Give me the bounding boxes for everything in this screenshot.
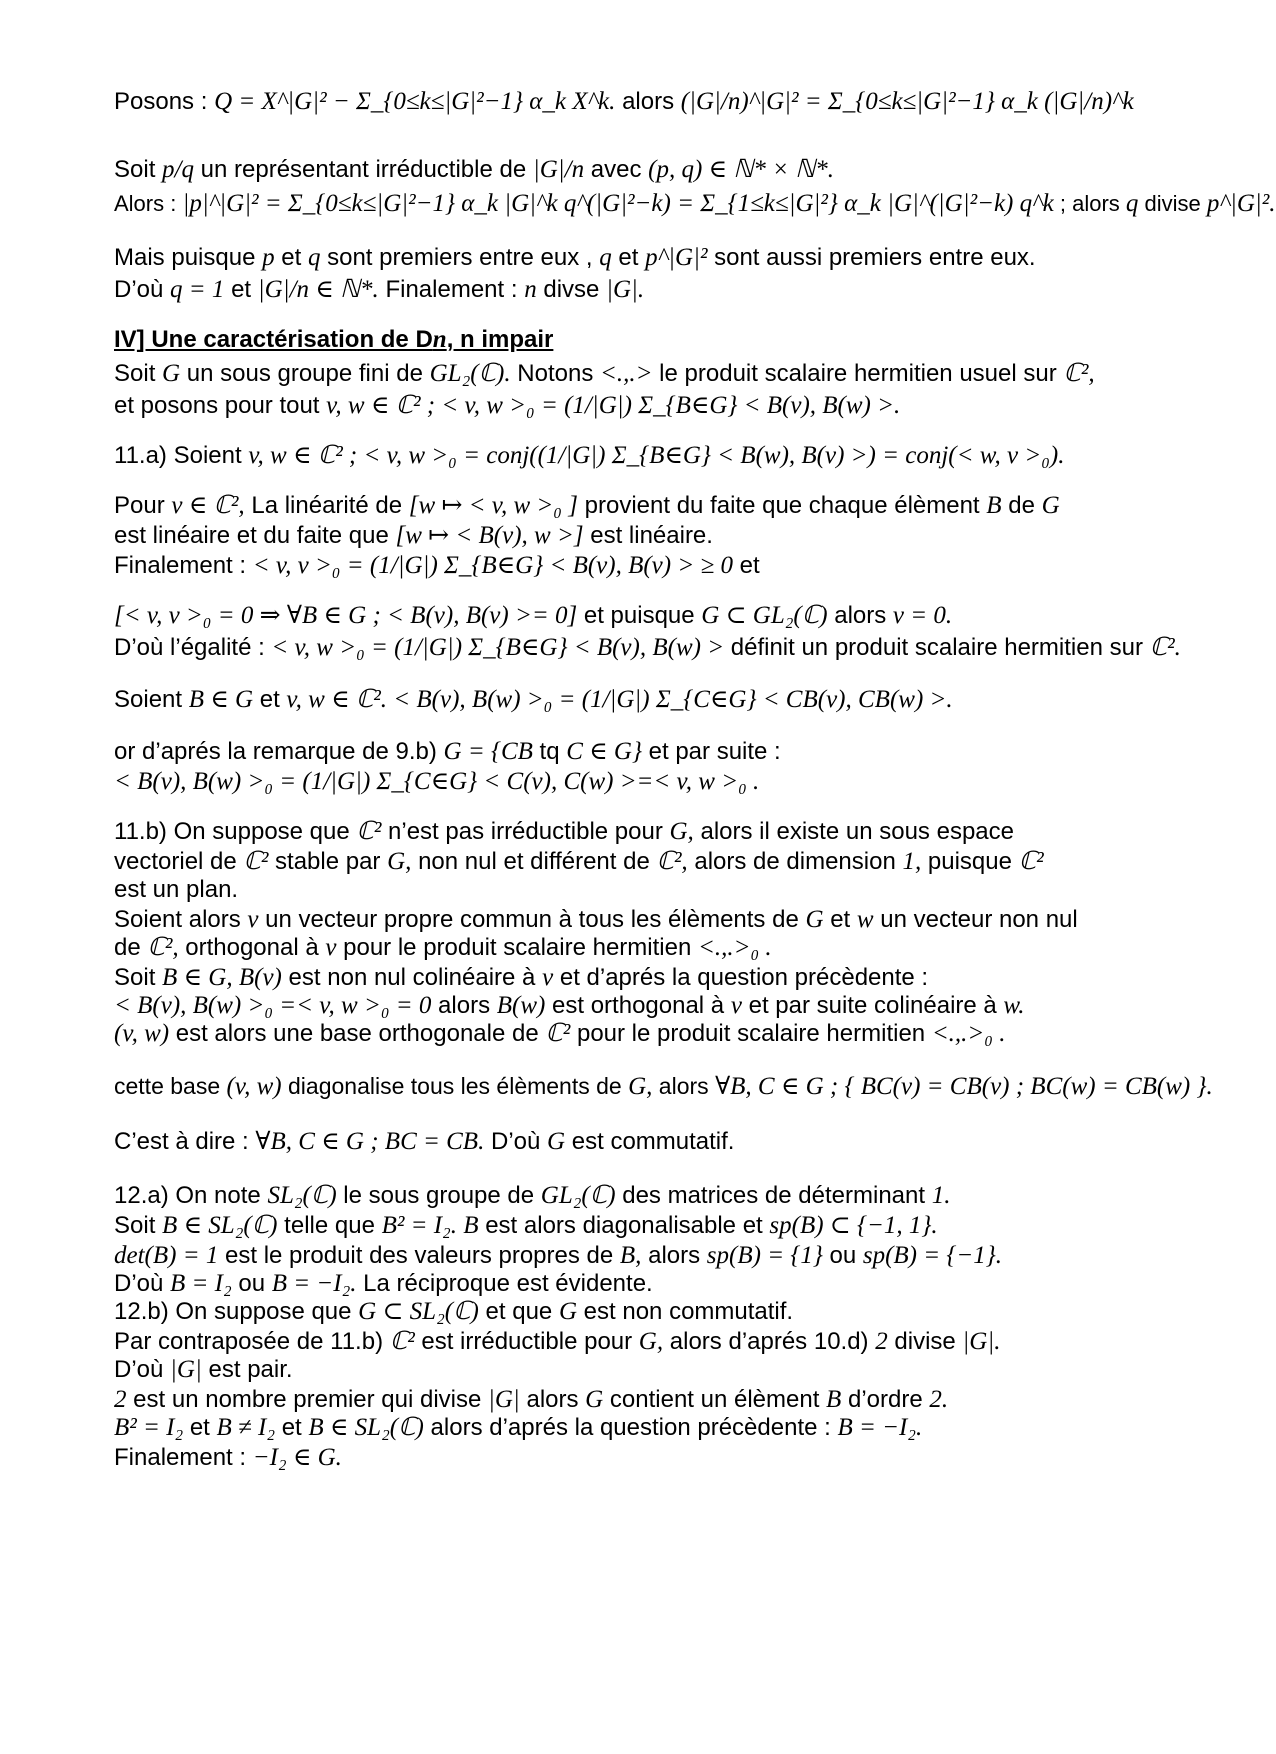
math-expression: G ⊂ GL₂(ℂ) [701,602,828,629]
math-expression: p^|G|². [1206,190,1276,217]
text-segment: alors [641,1242,707,1269]
text-segment: La réciproque est évidente. [356,1270,653,1297]
math-expression: v [730,992,742,1019]
text-segment: Posons : [114,88,215,115]
text-segment: et [823,906,857,933]
text-segment: divise [1138,191,1207,216]
math-expression: G = {CB [443,738,533,765]
math-expression: SL₂(ℂ) [267,1182,337,1209]
math-expression: v, w ∈ ℂ² ; < v, w >₀ = (1/|G|) Σ_{B∈G} < B(v), B(w) >. [326,392,901,419]
math-expression: (|G|/n)^|G|² = Σ_{0≤k≤|G|²−1} α_k (|G|/n)^k [680,88,1134,115]
math-expression: p [262,244,275,271]
math-expression: G, [387,848,412,875]
math-expression: B [986,492,1002,519]
text-segment: 11.a) Soient [114,442,249,469]
text-segment: Mais puisque [114,244,263,271]
math-expression: sp(B) = {−1}. [862,1242,1002,1269]
math-expression: G [162,360,181,387]
math-expression: GL₂(ℂ) [540,1182,616,1209]
math-expression: [< v, v >₀ = 0 ⇒ ∀B ∈ G ; < B(v), B(v) >= 0] [114,602,578,629]
math-expression: G [1041,492,1060,519]
math-expression: |G| [488,1386,520,1413]
text-line [114,520,1200,552]
text-segment: C’est à dire : [114,1128,256,1155]
math-expression: G, [638,1328,664,1355]
math-expression: (v, w) [226,1073,282,1100]
math-expression: v, w ∈ ℂ² ; < v, w >₀ = conj((1/|G|) Σ_{B∈G} < B(w), B(v) >) = conj(< w, v >₀). [248,442,1065,469]
text-segment: alors [652,1073,716,1099]
math-expression: <.,.>₀ . [697,934,772,961]
math-expression: q = 1 [170,276,225,303]
text-segment: définit un produit scalaire hermitien sur [724,634,1150,661]
text-segment: est pair. [201,1356,293,1383]
text-segment: D’où l’égalité : [114,634,272,661]
text-line [114,550,1200,582]
math-expression: <.,.> [600,360,653,387]
text-segment: D’où [114,1356,171,1383]
text-segment: est irréductible pour [414,1328,639,1355]
text-segment: et que [478,1298,559,1325]
math-expression: ℂ², [147,934,179,961]
text-line [114,766,1200,798]
text-segment: sont aussi premiers entre eux. [707,244,1036,271]
text-segment: non nul et différent de [411,848,657,875]
text-segment: n’est pas irréductible pour [381,818,670,845]
text-segment: divise [887,1328,963,1355]
text-segment: un sous groupe fini de [180,360,430,387]
math-expression: ℂ². [1149,634,1181,661]
math-expression: ℂ² [545,1020,571,1047]
math-expression: −I₂ ∈ G. [252,1444,342,1471]
text-segment: et [611,244,646,271]
math-expression: < v, v >₀ = (1/|G|) Σ_{B∈G} < B(v), B(v) > ≥ 0 [252,552,733,579]
text-line [114,274,1200,306]
math-expression: sp(B) = {1} [706,1242,823,1269]
text-segment: orthogonal à [178,934,326,961]
text-segment: alors [519,1386,586,1413]
text-segment: de [1001,492,1042,519]
text-segment: et [253,686,287,713]
math-expression: < B(v), B(w) >₀ =< v, w >₀ = 0 [114,992,432,1019]
text-segment: Finalement : [114,552,253,579]
text-line [114,1018,1200,1050]
math-expression: ∀B, C ∈ G ; BC = CB. [255,1128,485,1155]
text-segment: et [275,1414,309,1441]
text-line [114,188,1276,220]
math-expression: v [542,964,554,991]
text-segment: Soit [114,1212,163,1239]
math-expression: < v, w >₀ = (1/|G|) Σ_{B∈G} < B(v), B(w) > [271,634,725,661]
text-segment: est non nul colinéaire à [281,964,543,991]
math-expression: v, w ∈ ℂ². < B(v), B(w) >₀ = (1/|G|) Σ_{C∈G} < CB(v), CB(w) >. [286,686,953,713]
math-expression: |G|/n [532,156,585,183]
text-segment: et [274,244,308,271]
math-expression: [w ↦ < v, w >₀ ] [408,492,578,519]
math-expression: <.,.>₀ . [931,1020,1006,1047]
text-segment: est linéaire. [583,522,713,549]
math-expression: Q = X^|G|² − Σ_{0≤k≤|G|²−1} α_k X^k. [214,88,616,115]
text-segment: Finalement : [114,1444,253,1471]
text-segment: D’où [484,1128,548,1155]
text-segment: cette base [114,1073,227,1099]
math-expression: |G|. [606,276,645,303]
text-line [114,358,1200,390]
text-segment: le produit scalaire hermitien usuel sur [652,360,1064,387]
text-segment: Alors : [114,191,183,216]
text-segment: avec [584,156,649,183]
text-segment: Pour [114,492,172,519]
text-segment: est le produit des valeurs propres de [218,1242,620,1269]
text-segment: et d’aprés la question précèdente : [553,964,929,991]
math-expression: B = I₂ [170,1270,232,1297]
text-segment: et [183,1414,217,1441]
math-expression: v = 0. [892,602,953,629]
math-expression: q [599,244,612,271]
math-expression: B ∈ G [188,686,254,713]
text-segment: Finalement : [378,276,525,303]
math-expression: G [585,1386,604,1413]
text-segment: d’ordre [841,1386,930,1413]
text-segment: est orthogonal à [545,992,731,1019]
text-segment: or d’aprés la remarque de 9.b) [114,738,444,765]
text-line [114,86,1200,118]
text-segment: pour le produit scalaire hermitien [570,1020,932,1047]
math-expression: q [307,244,321,271]
section-heading [114,324,1200,356]
text-segment: et par suite colinéaire à [741,992,1004,1019]
text-segment: alors de dimension [687,848,903,875]
text-segment: contient un élèment [603,1386,827,1413]
text-line [114,1354,1200,1386]
math-expression: G [805,906,824,933]
text-line [114,1210,1200,1242]
text-segment: sont premiers entre eux , [320,244,600,271]
text-segment: La linéarité de [244,492,409,519]
text-segment: vectoriel de [114,848,244,875]
text-segment: diagonalise tous les élèments de [281,1073,629,1099]
text-segment: pour le produit scalaire hermitien [336,934,698,961]
text-line [114,1442,1200,1474]
text-segment: un vecteur propre commun à tous les élèments de [258,906,806,933]
text-line [114,1180,1200,1212]
text-segment: provient du faite que chaque élèment [577,492,987,519]
math-expression: G, [669,818,694,845]
math-expression: v [325,934,337,961]
text-line [114,242,1200,274]
text-line [114,874,1200,906]
text-segment: alors [431,992,497,1019]
math-expression: 2 [875,1328,888,1355]
math-expression: det(B) = 1 [114,1242,219,1269]
text-segment: est alors diagonalisable et [478,1212,770,1239]
text-segment: alors [827,602,893,629]
math-expression: p/q [162,156,194,183]
math-expression: C ∈ G} [566,738,642,765]
math-expression: v ∈ ℂ², [171,492,245,519]
math-expression: (p, q) ∈ ℕ* × ℕ*. [648,156,834,183]
math-expression: B ∈ SL₂(ℂ) [162,1212,278,1239]
text-segment: Soient [114,686,189,713]
text-segment: ou [822,1242,863,1269]
text-segment: 11.b) On suppose que [114,818,357,845]
text-segment: tq [532,738,567,765]
text-line [114,932,1200,964]
math-expression: ℂ² [356,818,382,845]
text-segment: Soient alors [114,906,248,933]
math-expression: ℂ² [389,1328,415,1355]
math-expression: G [547,1128,566,1155]
math-expression: ℂ², [1063,360,1095,387]
math-expression: n [524,276,537,303]
text-line [114,816,1200,848]
math-expression: B = −I₂. [837,1414,923,1441]
text-line [114,490,1200,522]
math-expression: |G|/n ∈ ℕ*. [257,276,379,303]
math-expression: G [558,1298,577,1325]
text-line [114,440,1200,472]
math-expression: 1. [931,1182,951,1209]
math-expression: 2 [114,1386,127,1413]
math-expression: B, [619,1242,642,1269]
text-segment: Soit [114,156,163,183]
text-segment: alors il existe un sous espace [693,818,1014,845]
text-segment: de [114,934,148,961]
text-segment: ou [231,1270,272,1297]
text-segment: Notons [510,360,601,387]
text-segment: un représentant irréductible de [193,156,533,183]
text-segment: IV] Une caractérisation de D [114,326,433,353]
text-segment: alors d’aprés la question précèdente : [423,1414,838,1441]
math-expression: B² = I₂. B [381,1212,479,1239]
math-expression: sp(B) ⊂ {−1, 1}. [769,1212,938,1239]
math-expression: GL₂(ℂ). [429,360,511,387]
math-expression: B ∈ SL₂(ℂ) [308,1414,424,1441]
math-expression: w [856,906,874,933]
text-segment: et par suite : [641,738,781,765]
text-segment: divse [536,276,607,303]
text-line [114,154,1200,186]
text-line [114,600,1200,632]
text-segment: est un plan. [114,876,239,903]
text-segment: et posons pour tout [114,392,327,419]
text-segment: et [732,552,760,579]
math-expression: B ∈ G, B(v) [162,964,282,991]
text-line [114,1412,1200,1444]
text-segment: est un nombre premier qui divise [126,1386,488,1413]
text-line [114,1070,1213,1102]
math-expression: B(w) [496,992,546,1019]
math-expression: B [826,1386,842,1413]
math-expression: B ≠ I₂ [216,1414,276,1441]
math-expression: G ⊂ SL₂(ℂ) [358,1298,479,1325]
math-expression: 2. [929,1386,949,1413]
math-expression: n [432,326,447,353]
math-expression: B² = I₂ [114,1414,184,1441]
math-expression: (v, w) [114,1020,170,1047]
math-expression: p^|G|² [645,244,708,271]
text-segment: 12.a) On note [114,1182,268,1209]
math-expression: w. [1003,992,1025,1019]
text-line [114,1126,1200,1158]
text-segment: stable par [268,848,388,875]
math-expression: ℂ², [656,848,688,875]
math-expression: B = −I₂. [271,1270,357,1297]
text-segment: 12.b) On suppose que [114,1298,359,1325]
math-expression: < B(v), B(w) >₀ = (1/|G|) Σ_{C∈G} < C(v), C(w) >=< v, w >₀ . [114,768,760,795]
text-segment: D’où [114,1270,171,1297]
text-segment: Par contraposée de 11.b) [114,1328,390,1355]
math-expression: ∀B, C ∈ G ; { BC(v) = CB(v) ; BC(w) = CB(w) }. [715,1073,1213,1100]
text-segment: et [224,276,258,303]
text-segment: est alors une base orthogonale de [169,1020,546,1047]
math-expression: ℂ² [1018,848,1044,875]
math-expression: |p|^|G|² = Σ_{0≤k≤|G|²−1} α_k |G|^k q^(|G|²−k) = Σ_{1≤k≤|G|²} α_k |G|^(|G|²−k) q^k [182,190,1054,217]
text-segment: Soit [114,360,163,387]
text-segment: et puisque [577,602,702,629]
text-segment: est linéaire et du faite que [114,522,396,549]
text-segment: Soit [114,964,163,991]
text-segment: est non commutatif. [577,1298,794,1325]
text-line [114,736,1200,768]
text-line [114,1296,1200,1328]
math-expression: [w ↦ < B(v), w >] [395,522,584,549]
math-expression: v [247,906,259,933]
text-segment: alors d’aprés 10.d) [663,1328,876,1355]
math-expression: ℂ² [243,848,269,875]
text-line [114,632,1200,664]
math-expression: q [1125,190,1139,217]
text-segment: telle que [277,1212,382,1239]
text-segment: , n impair [446,326,554,353]
text-line [114,390,1200,422]
math-expression: G, [628,1073,653,1100]
text-segment: des matrices de déterminant [615,1182,932,1209]
text-segment: est commutatif. [565,1128,735,1155]
math-expression: |G| [170,1356,202,1383]
text-segment: alors [615,88,681,115]
text-line [114,684,1200,716]
math-expression: |G|. [962,1328,1001,1355]
text-segment: ; alors [1053,191,1126,216]
text-segment: puisque [921,848,1019,875]
text-segment: un vecteur non nul [873,906,1078,933]
math-expression: 1, [902,848,922,875]
text-segment: D’où [114,276,171,303]
text-segment: le sous groupe de [336,1182,541,1209]
